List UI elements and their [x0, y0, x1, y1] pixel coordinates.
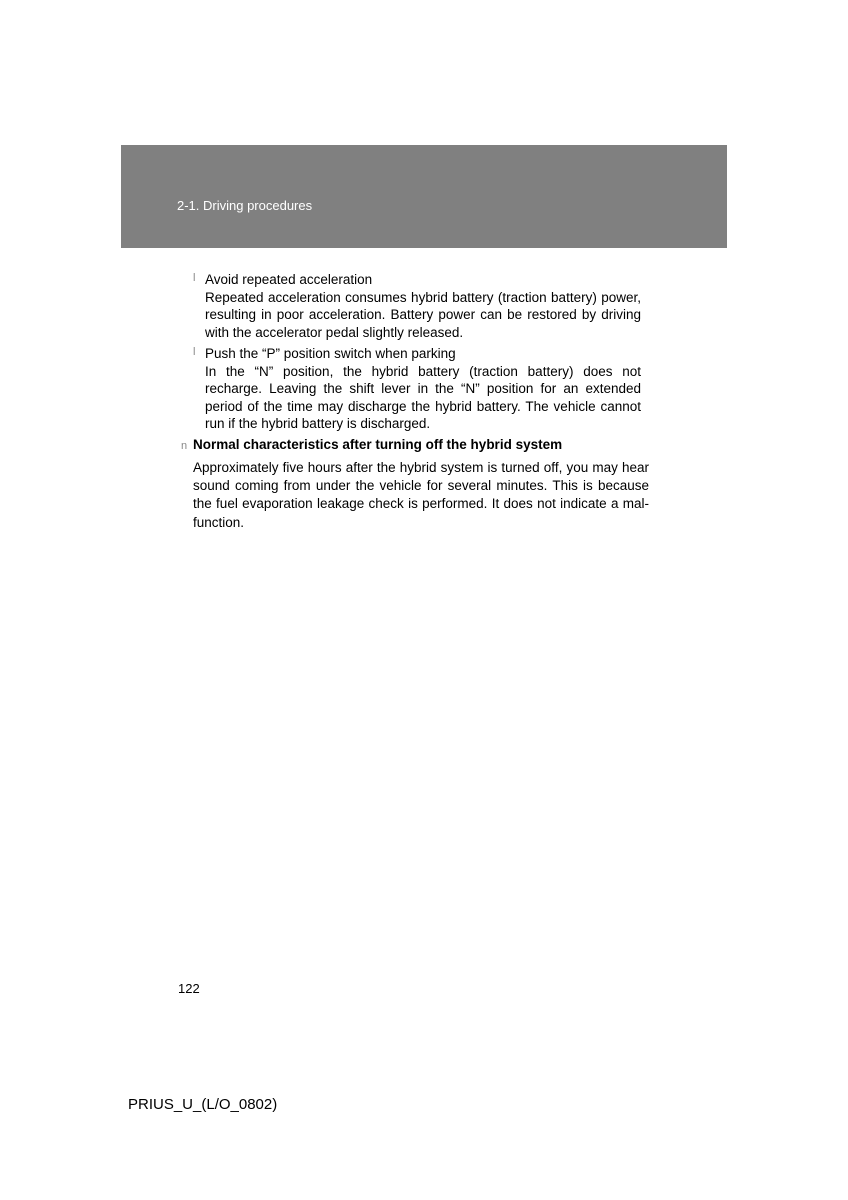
section-body: Approximately five hours after the hybrid system is turned off, you may hear sound coming from under the vehicle for several minutes. This is because the fuel evaporation leakage check is performed. It does not indicate a mal-function. — [193, 460, 649, 530]
section-marker-icon: n — [181, 440, 188, 452]
bullet-marker-icon: l — [193, 272, 196, 284]
bullet-marker-icon: l — [193, 346, 196, 358]
page-number: 122 — [178, 981, 200, 996]
section-header-band — [121, 145, 727, 248]
section-title: 2-1. Driving procedures — [177, 198, 313, 213]
document-code: PRIUS_U_(L/O_0802) — [128, 1096, 278, 1113]
bullet-heading: Avoid repeated acceleration — [205, 272, 373, 287]
section-heading: Normal characteristics after turning off the hybrid system — [193, 437, 563, 452]
bullet-body: In the “N” position, the hybrid battery (traction battery) does not recharge. Leaving the shift lever in the “N” position for an extended period of the time may discharge the hybrid battery. The vehicle cannot run if the hybrid battery is discharged. — [205, 363, 641, 431]
bullet-item-avoid-acceleration — [193, 271, 641, 341]
bullet-item-p-position — [193, 345, 641, 433]
bullet-heading: Push the “P” position switch when parking — [205, 346, 456, 361]
bullet-body: Repeated acceleration consumes hybrid battery (traction battery) power, resulting in poor acceleration. Battery power can be restored by driving with the accelerator pedal slightly released. — [205, 289, 641, 340]
